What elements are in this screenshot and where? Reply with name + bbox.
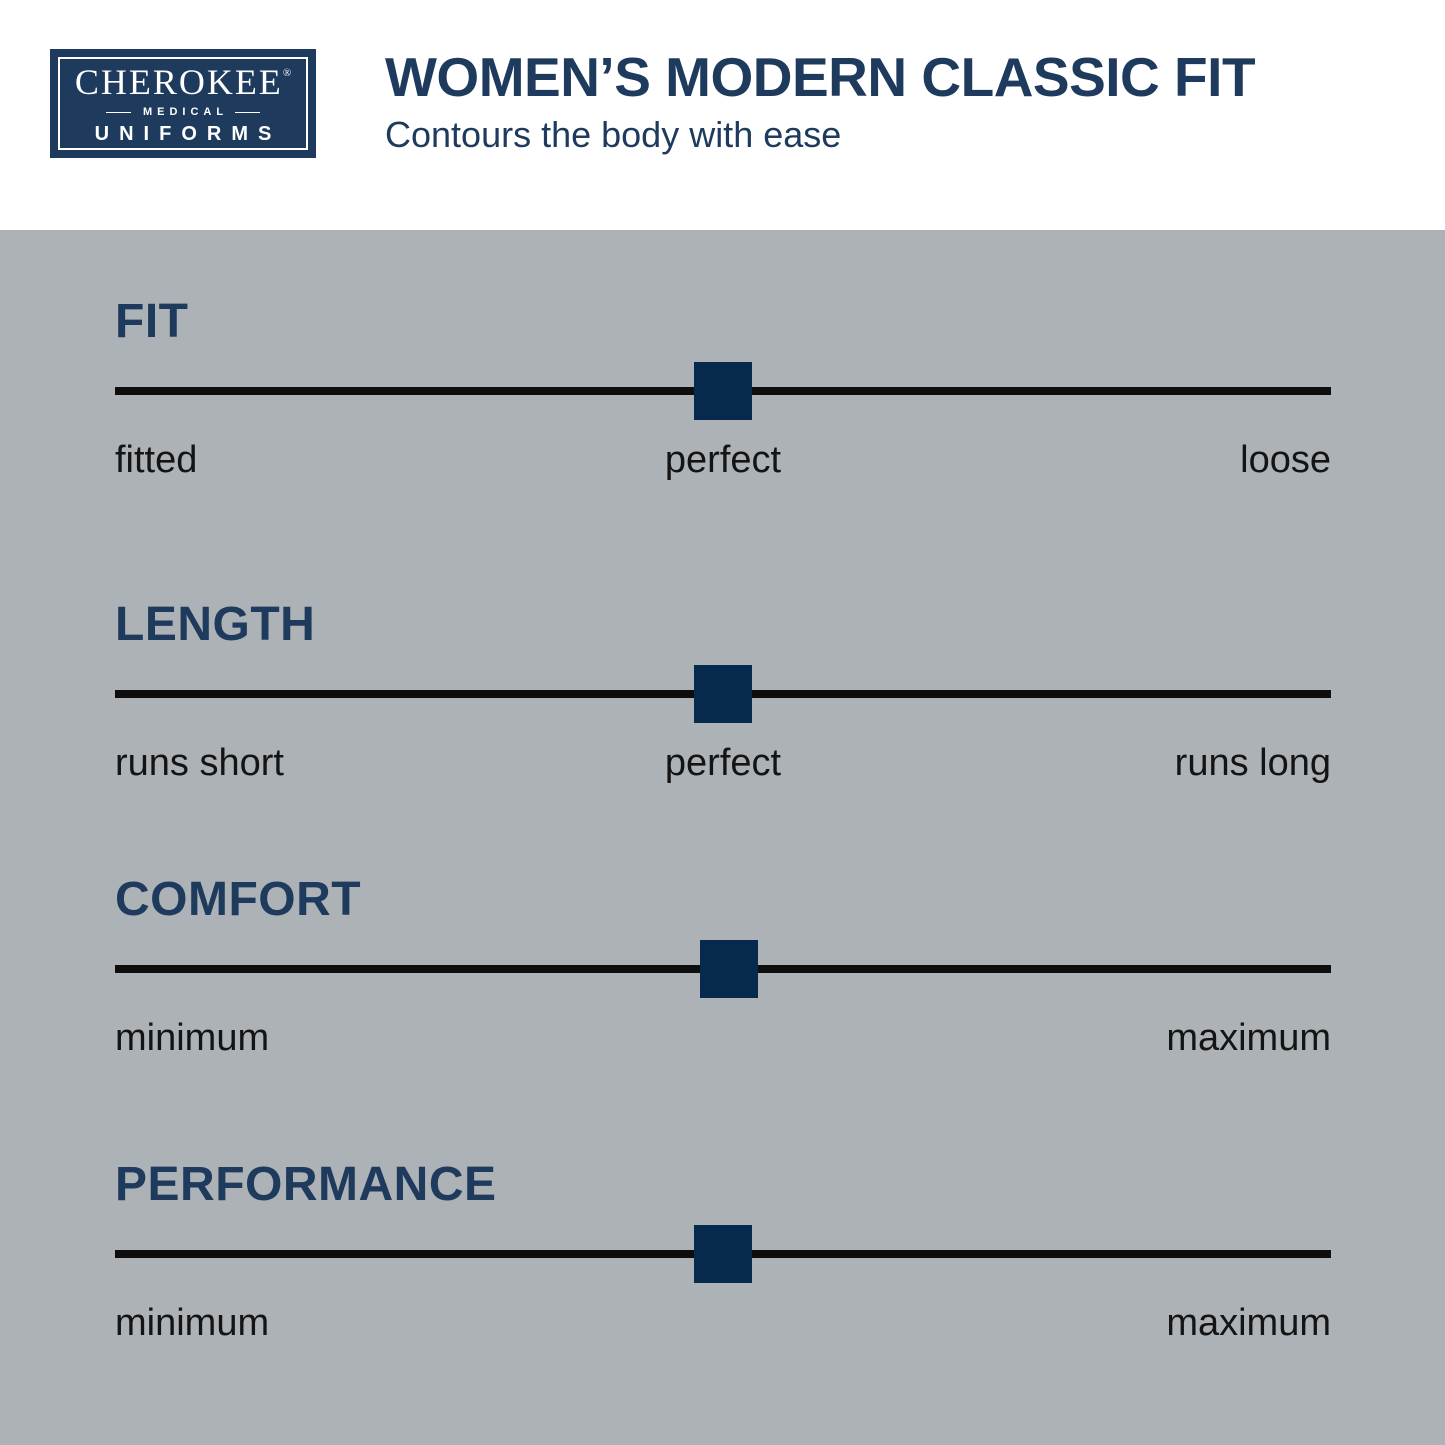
slider-section-comfort xyxy=(115,873,1331,1066)
dash-rule-right xyxy=(235,112,260,113)
slider-track-comfort xyxy=(115,940,1331,998)
slider-heading-fit: FIT xyxy=(115,295,189,348)
slider-label-center: perfect xyxy=(664,439,782,481)
slider-label-left: runs short xyxy=(115,742,284,784)
slider-heading-length: LENGTH xyxy=(115,598,316,651)
slider-heading-comfort: COMFORT xyxy=(115,873,362,926)
logo-uniforms-text: UNIFORMS xyxy=(94,122,282,145)
slider-marker-performance xyxy=(694,1225,752,1283)
slider-track-fit xyxy=(115,362,1331,420)
slider-label-center: perfect xyxy=(664,742,782,784)
slider-label-left: minimum xyxy=(115,1017,270,1059)
slider-track-length xyxy=(115,665,1331,723)
slider-marker-comfort xyxy=(700,940,758,998)
slider-label-right: maximum xyxy=(1166,1017,1331,1059)
page-subtitle: Contours the body with ease xyxy=(385,114,842,155)
slider-label-left: fitted xyxy=(115,439,198,481)
slider-labels-length xyxy=(115,743,1331,791)
slider-label-right: maximum xyxy=(1166,1302,1331,1344)
logo-frame xyxy=(58,57,308,150)
dash-rule-left xyxy=(106,112,131,113)
slider-labels-comfort xyxy=(115,1018,1331,1066)
slider-heading-performance: PERFORMANCE xyxy=(115,1158,497,1211)
logo-medical-text: MEDICAL xyxy=(142,105,229,118)
page-title: WOMEN’S MODERN CLASSIC FIT xyxy=(385,46,1256,108)
slider-marker-fit xyxy=(694,362,752,420)
logo-brand-text: CHEROKEE xyxy=(74,61,283,102)
slider-label-left: minimum xyxy=(115,1302,270,1344)
slider-section-performance xyxy=(115,1158,1331,1351)
slider-track-performance xyxy=(115,1225,1331,1283)
slider-labels-performance xyxy=(115,1303,1331,1351)
registered-mark: ® xyxy=(282,66,292,79)
slider-label-right: loose xyxy=(1240,439,1331,481)
cherokee-logo xyxy=(50,49,316,158)
slider-label-right: runs long xyxy=(1174,742,1331,784)
slider-section-length xyxy=(115,598,1331,791)
fit-chart-area xyxy=(0,230,1445,1445)
title-block xyxy=(385,46,1256,155)
slider-labels-fit xyxy=(115,440,1331,488)
logo-medical-line xyxy=(106,107,259,118)
header xyxy=(0,0,1445,230)
slider-marker-length xyxy=(694,665,752,723)
logo-brand-name xyxy=(74,61,292,102)
slider-section-fit xyxy=(115,295,1331,488)
